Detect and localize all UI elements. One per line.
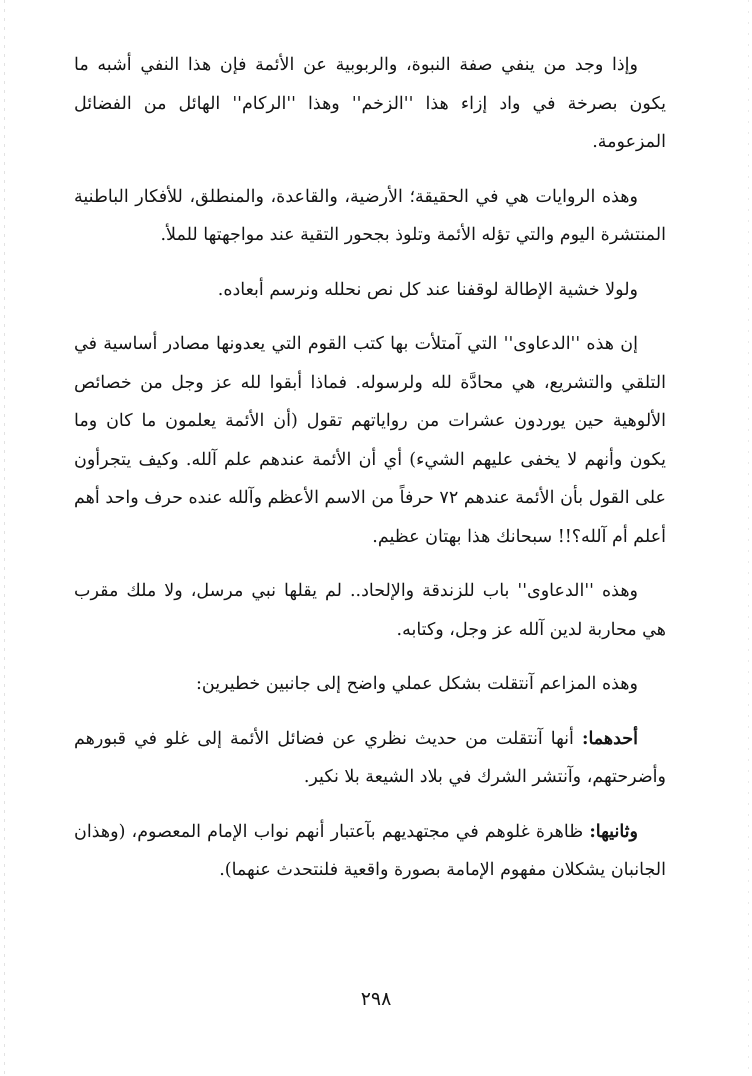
body-text	[74, 46, 666, 906]
paragraph-5	[74, 572, 666, 649]
paragraph-6	[74, 665, 666, 704]
paragraph-text: وهذه ''الدعاوى'' باب للزندقة والإلحاد.. لم يقلها نبي مرسل، ولا ملك مقرب هي محاربة لدين آلله عز وجل، وكتابه.	[74, 581, 666, 640]
paragraph-8	[74, 813, 666, 890]
paragraph-7	[74, 720, 666, 797]
scan-edge-right	[748, 0, 749, 1076]
paragraph-1	[74, 46, 666, 162]
paragraph-4	[74, 325, 666, 556]
paragraph-text: وهذه الروايات هي في الحقيقة؛ الأرضية، والقاعدة، والمنطلق، للأفكار الباطنية المنتشرة اليوم والتي تؤله الأئمة وتلوذ بجحور التقية عند مواجهتها للملأ.	[74, 186, 666, 245]
paragraph-2	[74, 178, 666, 255]
paragraph-lead: أحدهما:	[581, 728, 638, 749]
paragraph-text: إن هذه ''الدعاوى'' التي آمتلأت بها كتب القوم التي يعدونها مصادر أساسية في التلقي والتشريع، هي محادَّة لله ولرسوله. فماذا أبقوا لله عز وجل من خصائص الألوهية حين يوردون عشرات من رواياتهم تقول (أن الأئمة يعلمون ما كان وما يكون وأنهم لا يخفى عليهم الشيء) أي أن الأئمة عندهم علم آلله. وكيف يتجرأون على القول بأن الأئمة عندهم ٧٢ حرفاً من الاسم الأعظم وآلله عنده حرف واحد أهم أعلم أم آلله؟!! سبحانك هذا بهتان عظيم.	[74, 334, 666, 547]
page-number: ٢٩٨	[360, 988, 392, 1010]
paragraph-3	[74, 271, 666, 310]
paragraph-lead: وثانيها:	[589, 821, 638, 842]
paragraph-text: ولولا خشية الإطالة لوقفنا عند كل نص نحلله ونرسم أبعاده.	[217, 279, 638, 300]
paragraph-text: وهذه المزاعم آنتقلت بشكل عملي واضح إلى جانبين خطيرين:	[196, 674, 638, 694]
paragraph-text: أنها آنتقلت من حديث نظري عن فضائل الأئمة إلى غلو في قبورهم وأضرحتهم، وآنتشر الشرك في بلاد الشيعة بلا نكير.	[74, 728, 666, 787]
paragraph-text: ظاهرة غلوهم في مجتهديهم بآعتبار أنهم نواب الإمام المعصوم، (وهذان الجانبان يشكلان مفهوم الإمامة بصورة واقعية فلنتحدث عنهما).	[74, 821, 666, 880]
scan-edge-left	[4, 0, 5, 1076]
paragraph-text: وإذا وجد من ينفي صفة النبوة، والربوبية عن الأئمة فإن هذا النفي أشبه ما يكون بصرخة في واد إزاء هذا ''الزخم'' وهذا ''الركام'' الهائل من الفضائل المزعومة.	[74, 55, 666, 152]
